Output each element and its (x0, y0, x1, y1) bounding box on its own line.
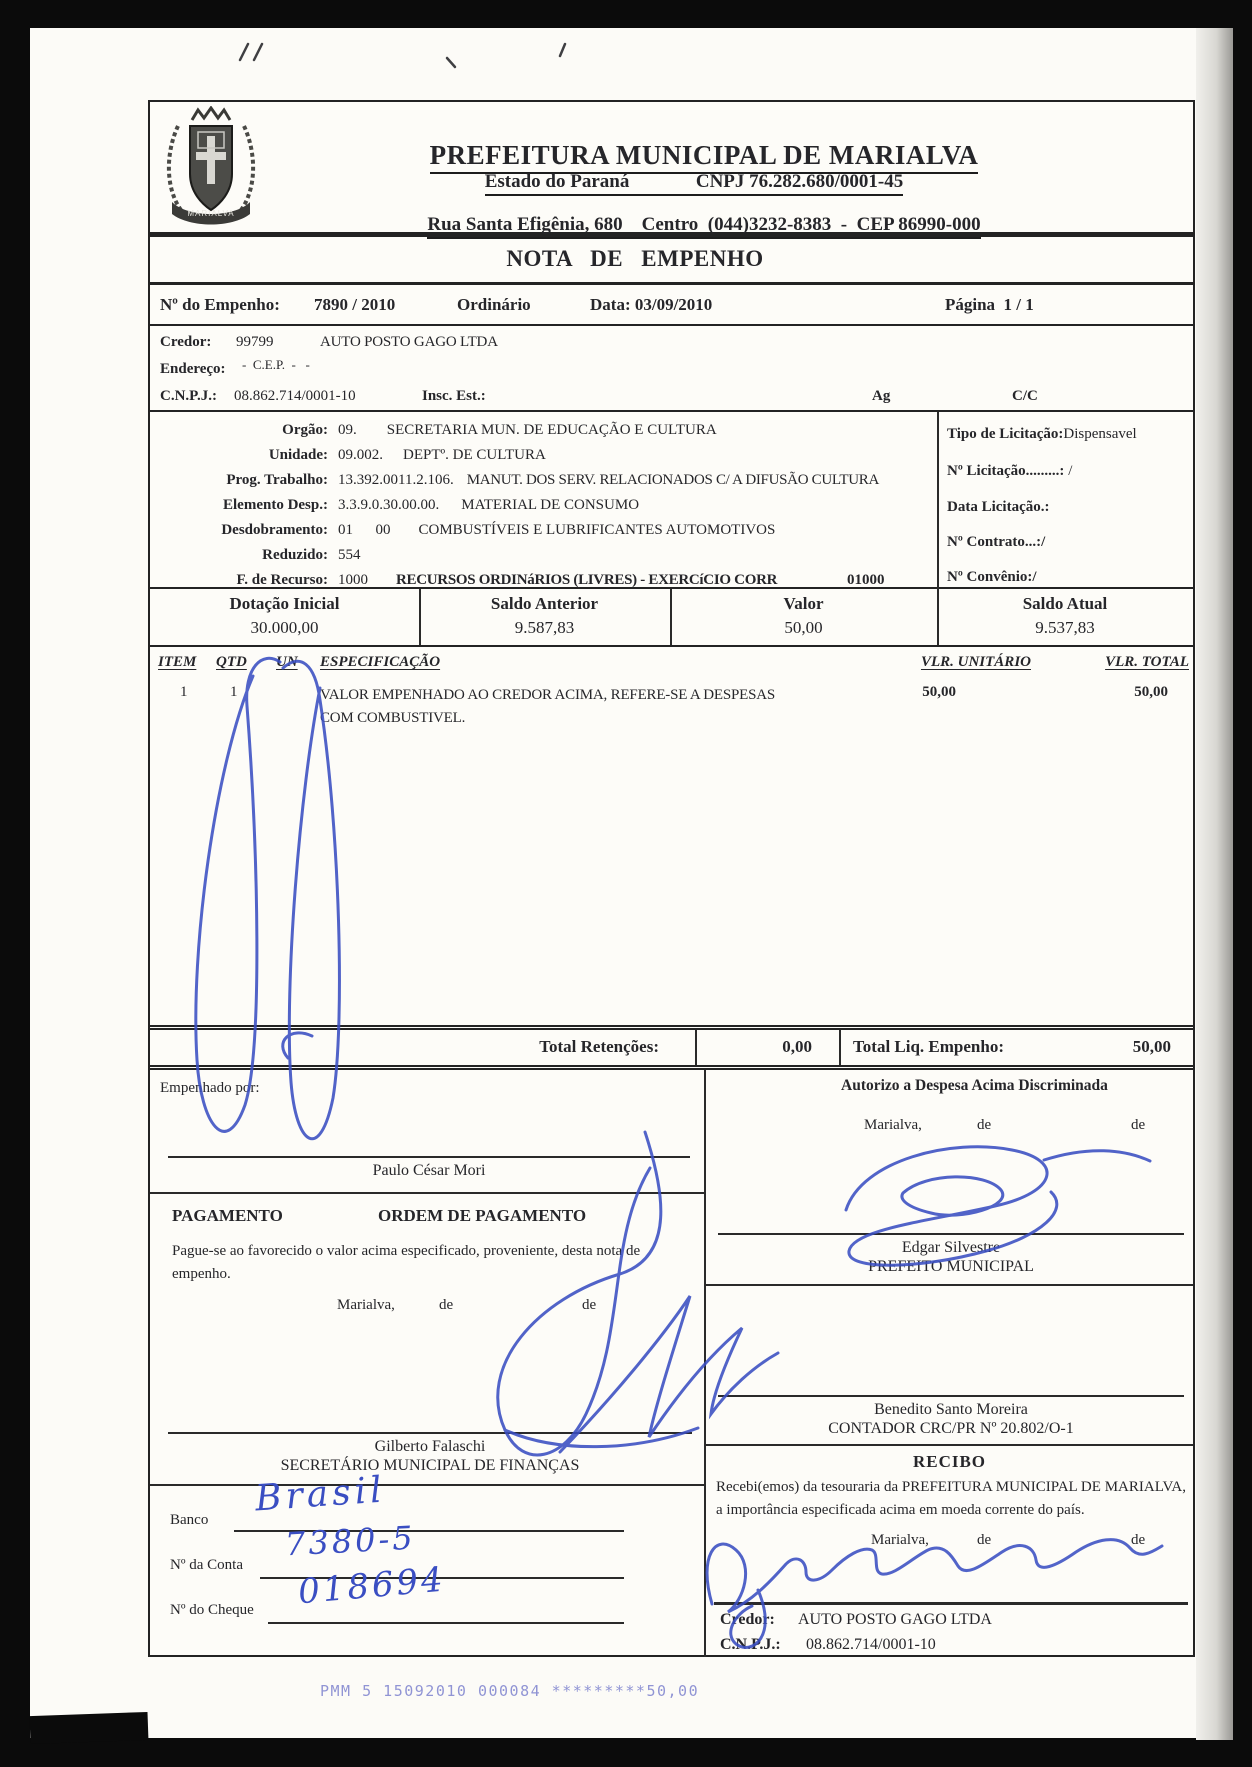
contador-signature-line (718, 1395, 1184, 1397)
empenho-row (150, 285, 1193, 326)
credor-cnpj-label: C.N.P.J.: (160, 388, 217, 404)
secretario-signature-line (168, 1432, 692, 1434)
recibo-de1: de (977, 1532, 992, 1548)
saldo-anterior-header: Saldo Anterior (490, 594, 599, 613)
doc-title: NOTA DE EMPENHO (506, 246, 764, 271)
valor-header: Valor (783, 594, 824, 613)
scan-edge-top (0, 0, 1252, 28)
endereco-label: Endereço: (160, 361, 226, 377)
unidade-code: 09.002. (338, 447, 383, 463)
scan-edge-left (0, 0, 30, 1767)
items-header-un: UN (276, 654, 298, 670)
scan-edge-bottom (0, 1738, 1252, 1767)
item-row-espec: VALOR EMPENHADO AO CREDOR ACIMA, REFERE-SE A DESPESAS COM COMBUSTIVEL. (320, 687, 776, 727)
fonte-recurso-extra: 01000 (847, 572, 885, 588)
recibo-credor-value: AUTO POSTO GAGO LTDA (798, 1611, 992, 1628)
num-licitacao-label: Nº Licitação.........: (947, 463, 1065, 479)
recibo-titulo: RECIBO (912, 1452, 987, 1471)
credor-name: AUTO POSTO GAGO LTDA (320, 334, 498, 350)
total-retencoes-value: 0,00 (782, 1037, 812, 1056)
num-licitacao-row (947, 463, 1072, 480)
empenho-type: Ordinário (457, 295, 531, 314)
dotacao-inicial-header: Dotação Inicial (229, 594, 340, 613)
recibo-cnpj-label: C.N.P.J.: (720, 1636, 781, 1653)
doc-title-bar (150, 234, 1193, 285)
logo-banner-text: MARIALVA (187, 209, 235, 218)
num-convenio-label: Nº Convênio:/ (947, 569, 1037, 585)
empenho-number-value: 7890 / 2010 (314, 295, 396, 314)
credor-code: 99799 (236, 334, 274, 350)
cheque-label: Nº do Cheque (170, 1602, 254, 1618)
prog-trabalho-row (150, 472, 930, 489)
empenhado-signature-line (168, 1156, 690, 1158)
scan-edge-right (1233, 0, 1252, 1767)
empenho-number-label: Nº do Empenho: (160, 295, 280, 314)
total-liq-label: Total Liq. Empenho: (853, 1037, 1004, 1056)
prog-trabalho-code: 13.392.0011.2.106. (338, 472, 454, 488)
credor-cnpj-value: 08.862.714/0001-10 (234, 388, 356, 404)
conta-label: Nº da Conta (170, 1557, 243, 1573)
banco-label: Banco (170, 1512, 209, 1528)
num-contrato-row (947, 534, 1045, 551)
address-text: Rua Santa Efigênia, 680 Centro (044)3232-8383 - CEP 86990-000 (427, 214, 980, 239)
fonte-recurso-desc: RECURSOS ORDINáRIOS (LIVRES) - EXERCíCIO CORR (396, 572, 778, 588)
elemento-desp-desc: MATERIAL DE CONSUMO (461, 497, 640, 513)
autorizacao-titulo: Autorizo a Despesa Acima Discriminada (841, 1077, 1108, 1094)
pagamento-de2: de (582, 1297, 597, 1313)
recibo-cnpj-value: 08.862.714/0001-10 (806, 1636, 936, 1653)
municipality-title-text: PREFEITURA MUNICIPAL DE MARIALVA (430, 140, 979, 174)
scan-corner-blob (30, 1712, 149, 1744)
dotacao-inicial-value: 30.000,00 (250, 618, 319, 637)
classification-box (150, 412, 1193, 589)
recibo-band-border (706, 1444, 1193, 1446)
recibo-signature-line (714, 1602, 1188, 1605)
credor-box (150, 326, 1193, 412)
secretario-assinante: Gilberto Falaschi (374, 1438, 486, 1455)
autorizacao-de2: de (1131, 1117, 1146, 1133)
items-header-vlr-unitario: VLR. UNITÁRIO (920, 654, 1031, 670)
totals-row (150, 1025, 1193, 1070)
contador-cargo: CONTADOR CRC/PR Nº 20.802/O-1 (828, 1420, 1074, 1437)
signatures-area (150, 1070, 1193, 1657)
total-retencoes-label: Total Retenções: (539, 1037, 659, 1056)
tipo-licitacao-row (947, 426, 1137, 443)
dotacao-table (150, 589, 1193, 647)
prefeito-signature-line (718, 1233, 1184, 1235)
data-licitacao-label: Data Licitação.: (947, 499, 1050, 515)
desdobramento-desc: COMBUSTÍVEIS E LUBRIFICANTES AUTOMOTIVOS (418, 522, 776, 538)
unidade-row (150, 447, 930, 464)
empenhado-assinante: Paulo César Mori (372, 1162, 486, 1179)
orgao-label: Orgão: (282, 422, 328, 438)
coat-of-arms-icon (162, 106, 260, 230)
prefeito-assinante: Edgar Silvestre (901, 1239, 1001, 1256)
prefeito-cargo: PREFEITO MUNICIPAL (868, 1258, 1034, 1275)
fonte-recurso-row (150, 572, 930, 589)
recibo-credor-label: Credor: (720, 1611, 775, 1628)
recibo-texto: Recebi(emos) da tesouraria da PREFEITURA MUNICIPAL DE MARIALVA, a importância especificada acima em moeda corrente do país. (716, 1479, 1186, 1519)
orgao-code: 09. (338, 422, 357, 438)
cheque-handwriting: 018694 (296, 1559, 448, 1613)
prefeito-band-border (706, 1284, 1193, 1286)
pagamento-title: PAGAMENTO (172, 1206, 283, 1225)
autorizacao-de1: de (977, 1117, 992, 1133)
prog-trabalho-label: Prog. Trabalho: (226, 472, 328, 488)
classification-divider (937, 412, 939, 589)
num-licitacao-value: / (1064, 463, 1073, 479)
state-cnpj-text: Estado do Paraná CNPJ 76.282.680/0001-45 (485, 171, 904, 196)
pagamento-de1: de (439, 1297, 454, 1313)
banco-band-border (150, 1484, 706, 1486)
reduzido-code: 554 (338, 547, 361, 563)
autorizacao-recibo-column (706, 1070, 1193, 1657)
items-table (150, 649, 1193, 1025)
cc-label: C/C (1012, 388, 1038, 404)
nota-de-empenho-form (148, 100, 1195, 1657)
num-contrato-label: Nº Contrato...:/ (947, 534, 1046, 550)
empenhado-por-label: Empenhado por: (160, 1080, 260, 1096)
totals-divider-2 (839, 1030, 841, 1065)
elemento-desp-label: Elemento Desp.: (223, 497, 328, 513)
banco-handwriting: Brasil (253, 1469, 387, 1520)
credor-label: Credor: (160, 334, 212, 350)
endereco-value: - C.E.P. - - (242, 357, 310, 372)
autorizacao-cidade: Marialva, (864, 1117, 922, 1133)
elemento-desp-row (150, 497, 930, 514)
orgao-desc: SECRETARIA MUN. DE EDUCAÇÃO E CULTURA (386, 422, 717, 438)
recibo-cidade: Marialva, (871, 1532, 929, 1548)
ordem-pagamento-title: ORDEM DE PAGAMENTO (378, 1206, 587, 1225)
unidade-desc: DEPTº. DE CULTURA (403, 447, 546, 463)
total-liq-value: 50,00 (1132, 1037, 1171, 1056)
data-licitacao-row (947, 499, 1049, 516)
items-header-vlr-total: VLR. TOTAL (1105, 654, 1189, 670)
desdobramento-row (150, 522, 930, 539)
tipo-licitacao-value: Dispensavel (1063, 426, 1137, 442)
ag-label: Ag (872, 388, 891, 404)
conta-handwriting: 7380-5 (284, 1518, 417, 1564)
valor-value: 50,00 (784, 618, 823, 637)
item-row-number: 1 (180, 684, 188, 700)
saldo-atual-header: Saldo Atual (1022, 594, 1108, 613)
items-header-item: ITEM (158, 654, 197, 670)
pagamento-texto: Pague-se ao favorecido o valor acima especificado, proveniente, desta nota de empenho. (172, 1243, 641, 1282)
scan-shadow-right (1196, 28, 1233, 1740)
empenho-date: Data: 03/09/2010 (590, 295, 713, 314)
items-header-espec: ESPECIFICAÇÃO (320, 654, 441, 670)
unidade-label: Unidade: (268, 447, 328, 463)
page-indicator: Página 1 / 1 (945, 295, 1034, 314)
item-row-vlr-unitario: 50,00 (922, 684, 956, 700)
desdobramento-code: 01 00 (338, 522, 391, 538)
pagamento-band-border (150, 1192, 706, 1194)
prog-trabalho-desc: MANUT. DOS SERV. RELACIONADOS C/ A DIFUSÃO CULTURA (466, 472, 880, 488)
items-header-qtd: QTD (216, 654, 247, 670)
reduzido-row (150, 547, 930, 564)
item-row-qtd: 1 (230, 684, 238, 700)
elemento-desp-code: 3.3.9.0.30.00.00. (338, 497, 440, 513)
fonte-recurso-label: F. de Recurso: (236, 572, 328, 588)
saldo-atual-value: 9.537,83 (1035, 618, 1095, 637)
recibo-de2: de (1131, 1532, 1146, 1548)
saldo-anterior-value: 9.587,83 (514, 618, 575, 637)
fonte-recurso-code: 1000 (338, 572, 368, 588)
secretario-cargo: SECRETÁRIO MUNICIPAL DE FINANÇAS (280, 1457, 580, 1474)
desdobramento-label: Desdobramento: (221, 522, 328, 538)
reduzido-label: Reduzido: (262, 547, 328, 563)
insc-est-label: Insc. Est.: (422, 388, 486, 404)
contador-assinante: Benedito Santo Moreira (874, 1401, 1028, 1418)
orgao-row (150, 422, 930, 439)
item-row-vlr-total: 50,00 (1134, 684, 1168, 700)
municipality-logo (162, 106, 260, 230)
header-box (150, 102, 1193, 234)
pagamento-cidade: Marialva, (337, 1297, 395, 1313)
num-convenio-row (947, 569, 1037, 586)
treasury-stamp: PMM 5 15092010 000084 *********50,00 (320, 1682, 700, 1700)
tipo-licitacao-label: Tipo de Licitação: (947, 426, 1064, 442)
